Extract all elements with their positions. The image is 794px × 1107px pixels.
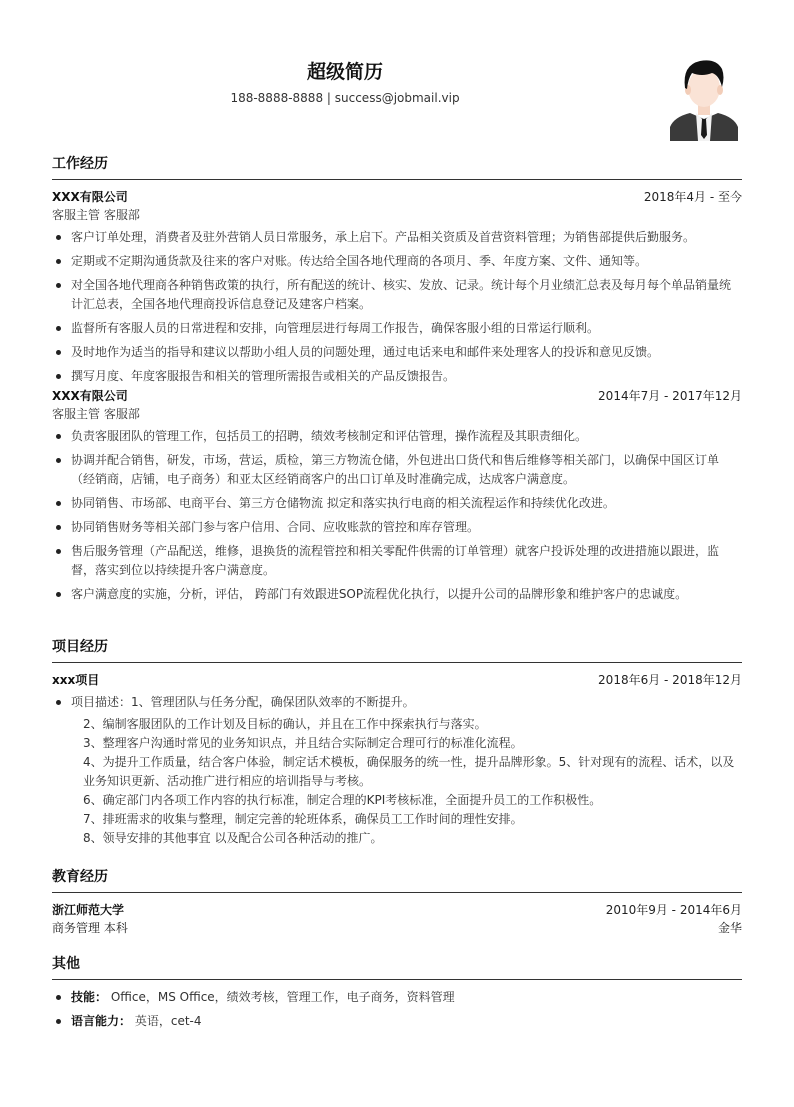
job-bullet: 撰写月度、年度客服报告和相关的管理所需报告或相关的产品反馈报告。 (52, 367, 742, 386)
project-line: 8、领导安排的其他事宜 以及配合公司各种活动的推广。 (83, 831, 383, 845)
school-name: 浙江师范大学 (52, 903, 125, 917)
job-bullet: 客户满意度的实施，分析，评估， 跨部门有效跟进SOP流程优化执行，以提升公司的品牌形象和维护客户的忠诚度。 (52, 585, 742, 604)
job-bullet: 客户订单处理，消费者及驻外营销人员日常服务，承上启下。产品相关资质及首营资料管理；为销售部提供后勤服务。 (52, 228, 742, 247)
job-bullet: 协调并配合销售，研发，市场，营运，质检，第三方物流仓储，外包进出口货代和售后维修等相关部门，以确保中国区订单（经销商，店铺，电子商务）和亚太区经销商客户的出口订单及时准确完成，达成客户满意度。 (52, 451, 742, 489)
education-major: 商务管理 本科 (52, 921, 128, 935)
education-location: 金华 (717, 921, 742, 935)
language-label: 语言能力： (71, 1014, 132, 1028)
project-date: 2018年6月 - 2018年12月 (598, 673, 742, 687)
avatar (670, 55, 738, 141)
project-line: 6、确定部门内各项工作内容的执行标准，制定合理的KPI考核标准，全面提升员工的工作积极性。 (83, 793, 602, 807)
skills-label: 技能： (71, 990, 108, 1004)
project-name: xxx项目 (52, 673, 100, 687)
job-bullet: 协同销售财务等相关部门参与客户信用、合同、应收账款的管控和库存管理。 (52, 518, 742, 537)
job-date: 2014年7月 - 2017年12月 (598, 389, 742, 403)
job-bullet: 负责客服团队的管理工作，包括员工的招聘，绩效考核制定和评估管理，操作流程及其职责细化。 (52, 427, 742, 446)
language-value: 英语，cet-4 (134, 1014, 202, 1028)
contact-info: 188-8888-8888 | success@jobmail.vip (230, 91, 460, 105)
job-bullet: 定期或不定期沟通货款及往来的客户对账。传达给全国各地代理商的各项月、季、年度方案、文件、通知等。 (52, 252, 742, 271)
job-role: 客服主管 客服部 (52, 208, 140, 222)
section-title-education: 教育经历 (52, 866, 742, 893)
project-bullet: 项目描述：1、管理团队与任务分配，确保团队效率的不断提升。 (52, 693, 742, 712)
job-bullet: 监督所有客服人员的日常进程和安排，向管理层进行每周工作报告，确保客服小组的日常运行顺利。 (52, 319, 742, 338)
job-bullet: 售后服务管理（产品配送，维修，退换货的流程管控和相关零配件供需的订单管理）就客户投诉处理的改进措施以跟进，监督，落实到位以持续提升客户满意度。 (52, 542, 742, 580)
education-date: 2010年9月 - 2014年6月 (605, 903, 742, 917)
language-item (52, 1012, 742, 1031)
skills-value: Office，MS Office，绩效考核，管理工作，电子商务，资料管理 (110, 990, 455, 1004)
job-entry (52, 188, 742, 386)
project-line: 3、整理客户沟通时常见的业务知识点，并且结合实际制定合理可行的标准化流程。 (83, 736, 523, 750)
company-name: XXX有限公司 (52, 389, 128, 403)
job-bullet: 对全国各地代理商各种销售政策的执行，所有配送的统计、核实、发放、记录。统计每个月业绩汇总表及每月每个单品销量统计汇总表，全国各地代理商投诉信息登记及建客户档案。 (52, 276, 742, 314)
skills-item (52, 988, 742, 1007)
job-role: 客服主管 客服部 (52, 407, 140, 421)
project-line: 7、排班需求的收集与整理，制定完善的轮班体系，确保员工工作时间的理性安排。 (83, 812, 523, 826)
section-title-project: 项目经历 (52, 636, 742, 663)
project-line: 2、编制客服团队的工作计划及目标的确认，并且在工作中探索执行与落实。 (83, 717, 487, 731)
job-entry (52, 387, 742, 604)
resume-name: 超级简历 (306, 61, 383, 83)
section-title-work: 工作经历 (52, 153, 742, 180)
company-name: XXX有限公司 (52, 190, 128, 204)
job-bullet: 协同销售、市场部、电商平台、第三方仓储物流 拟定和落实执行电商的相关流程运作和持续优化改进。 (52, 494, 742, 513)
job-bullet: 及时地作为适当的指导和建议以帮助小组人员的问题处理，通过电话来电和邮件来处理客人的投诉和意见反馈。 (52, 343, 742, 362)
job-date: 2018年4月 - 至今 (643, 190, 742, 204)
project-line: 4、为提升工作质量，结合客户体验，制定话术模板，确保服务的统一性，提升品牌形象。5、针对现有的流程、话术，以及业务知识更新、活动推广进行相应的培训指导与考核。 (83, 755, 735, 788)
section-title-other: 其他 (52, 953, 742, 980)
